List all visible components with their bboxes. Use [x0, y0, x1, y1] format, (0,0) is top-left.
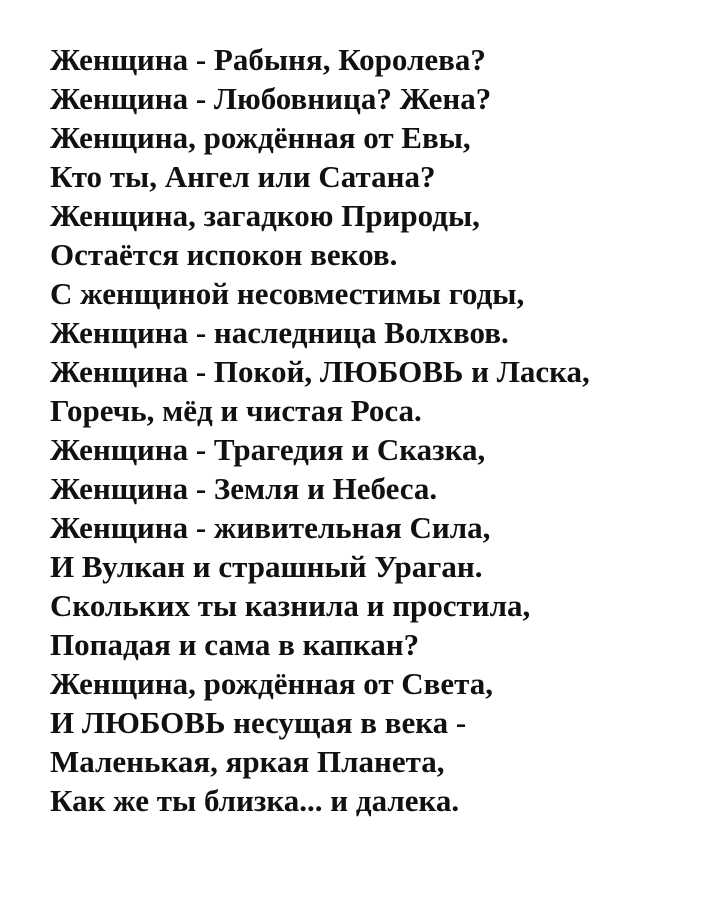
- poem-line-20: Как же ты близка... и далека.: [50, 783, 460, 818]
- poem-line-1: Женщина - Рабыня, Королева?: [50, 42, 486, 77]
- poem-line-8: Женщина - наследница Волхвов.: [50, 315, 509, 350]
- poem-line-12: Женщина - Земля и Небеса.: [50, 471, 438, 506]
- poem-line-3: Женщина, рождённая от Евы,: [50, 120, 471, 155]
- poem-line-18: И ЛЮБОВЬ несущая в века -: [50, 705, 467, 740]
- poem-line-19: Маленькая, яркая Планета,: [50, 744, 445, 779]
- poem-line-9: Женщина - Покой, ЛЮБОВЬ и Ласка,: [50, 354, 590, 389]
- poem-line-5: Женщина, загадкою Природы,: [50, 198, 480, 233]
- poem-line-6: Остаётся испокон веков.: [50, 237, 398, 272]
- poem-text-block: [50, 40, 710, 820]
- poem-line-4: Кто ты, Ангел или Сатана?: [50, 159, 436, 194]
- poem-line-14: И Вулкан и страшный Ураган.: [50, 549, 483, 584]
- poem-line-2: Женщина - Любовница? Жена?: [50, 81, 492, 116]
- poem-line-10: Горечь, мёд и чистая Роса.: [50, 393, 422, 428]
- poem-line-13: Женщина - живительная Сила,: [50, 510, 491, 545]
- poem-line-17: Женщина, рождённая от Света,: [50, 666, 494, 701]
- poem-line-16: Попадая и сама в капкан?: [50, 627, 420, 662]
- poem-line-11: Женщина - Трагедия и Сказка,: [50, 432, 486, 467]
- poem-line-7: С женщиной несовместимы годы,: [50, 276, 525, 311]
- poem-line-15: Скольких ты казнила и простила,: [50, 588, 531, 623]
